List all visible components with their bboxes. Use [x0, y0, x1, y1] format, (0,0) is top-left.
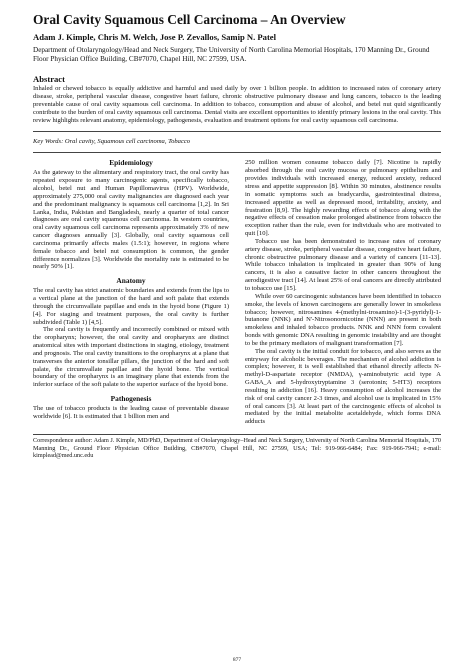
divider	[33, 152, 441, 153]
abstract-text: Inhaled or chewed tobacco is equally addictive and harmful and used daily by over 1 billion people. In addition to increased rates of coronary artery disease, stroke, peripheral vascular disease, congestive heart failure, chronic obstructive pulmonary disease and lung cancers, tobacco is the leading preventable cause of oral cavity squamous cell carcinoma. In addition to tobacco, consumption and abuse of alcohol, and betel nut quid significantly contribute to the burden of oral cavity squamous cell carcinoma. Dental visits are excellent opportunities to identify primary lesions in the oral cavity. This review highlights relevant anatomy, epidemiology, pathogenesis, evaluation and treatment options for oral cavity squamous cell carcinoma.	[33, 85, 441, 125]
paragraph: The oral cavity has strict anatomic boundaries and extends from the lips to a vertical plane at the junction of the hard and soft palate that extends through the circumvallate papillae and ends in the hyoid bone (Figure 1) [4]. For staging and treatment purposes, the oral cavity is further subdivided (Table 1) [4,5].	[33, 287, 229, 326]
author-list: Adam J. Kimple, Chris M. Welch, Jose P. Zevallos, Samip N. Patel	[33, 32, 277, 42]
paragraph: While over 60 carcinogenic substances have been identified in tobacco smoke, the levels of known carcinogens are generally lower in smokeless tobacco; however, nitrosamines 4-(methylni-trosamino)-1-(3-pyridyl)-1-butanone (NNK) and N'-Nitrosonornicotine (NNN) are present in both smokeless and inhaled tobacco products. NNK and NNN form covalent bonds with genomic DNA resulting in genomic instability and are thought to be the primary mediators of malignant transformation [7].	[245, 292, 441, 347]
paragraph: The oral cavity is the initial conduit for tobacco, and also serves as the entryway for alcoholic beverages. The mechanism of alcohol addiction is complex; however, it is well established that ethanol directly affects N-methyl-D-aspartate receptor (NMDA), γ-aminobutyric acid type A GABA_A and 5-hydroxytryptamine 3 (serotonin; 5-HT3) receptors resulting in addiction [16]. Heavy consumption of alcohol increases the risk of oral cavity cancer 2-3 times, and alcohol use is implicated in 15% of oral cancers [3]. At least part of the carcinogenic effects of alcohol is mediated by the initial metabolite acetaldehyde, which forms DNA adducts	[245, 347, 441, 426]
section-heading-pathogenesis: Pathogenesis	[110, 394, 152, 404]
paragraph: Tobacco use has been demonstrated to increase rates of coronary artery disease, stroke, peripheral vascular disease, congestive heart failure, chronic obstructive pulmonary disease and a variety of cancers [11-13]. While tobacco inhalation is implicated in greater than 90% of lung cancers, it is also a causative factor in other cancers throughout the aerodigestive tract [14]. At least 25% of oral cancers are directly attributed to tobacco use [15].	[245, 237, 441, 292]
right-column	[245, 159, 441, 426]
section-heading-epidemiology: Epidemiology	[109, 158, 153, 168]
paragraph: The use of tobacco products is the leading cause of preventable disease worldwide [6]. It is estimated that 1 billion men and	[33, 404, 229, 420]
paper-title: Oral Cavity Squamous Cell Carcinoma – An Overview	[33, 12, 346, 27]
left-column	[33, 159, 229, 426]
body-columns	[33, 159, 441, 426]
page-number: 877	[232, 657, 242, 663]
correspondence-footnote: Correspondence author: Adam J. Kimple, MD/PhD, Department of Otolaryngology–Head and Neck Surgery, University of North Carolina Memorial Hospitals, 170 Manning Dr., Ground Floor Physician Office Building, CB#7070, Chapel Hill, NC 27599, USA; Tel: 919-966-6484; Fax: 919-966-7941; e-mail: kimplead@med.unc.edu	[33, 437, 441, 460]
keywords: Key Words: Oral cavity, Squamous cell carcinoma, Tobacco	[33, 138, 191, 146]
footer-divider	[33, 434, 441, 435]
affiliation: Department of Otolaryngology/Head and Neck Surgery, The University of North Carolina Memorial Hospitals, 170 Manning Dr., Ground Floor Physician Office Building, CB#7070, Chapel Hill, NC 27599, USA.	[33, 46, 430, 63]
paragraph: The oral cavity is frequently and incorrectly combined or mixed with the oropharynx; however, the oral cavity and oropharynx are distinct anatomical sites with important distinctions in staging, etiology, treatment and prognosis. The oral cavity transitions to the oropharynx at a plane that transverses the anterior tonsillar pillars, the junction of the hard and soft palate, the circumvallate papillae and the hyoid bone. The vertical boundary of the oropharynx is an imaginary plane that extends from the inferior surface of the soft palate to the superior surface of the hyoid bone.	[33, 326, 229, 389]
paragraph: As the gateway to the alimentary and respiratory tract, the oral cavity has repeated exposure to many carcinogenic agents, specifically tobacco, alcohol, betel nut and Human Papillomavirus (HPV). Worldwide, approximately 275,000 oral cavity malignancies are diagnosed each year and the predominant malignancy is squamous cell carcinoma [1,2]. In Sri Lanka, India, Pakistan and Bangladesh, nearly a quarter of total cancer diagnoses are oral cavity squamous cell carcinoma. In western countries, oral cavity squamous cell carcinoma represents approximately 3% of new cancer diagnoses annually [3]. Globally, oral cavity squamous cell carcinoma primarily affects males (1.5:1); however, in regions where female tobacco and betel nut consumption is common, the gender difference normalizes [3]. Worldwide the mortality rate is estimated to be nearly 50% [1].	[33, 169, 229, 271]
paragraph: 250 million women consume tobacco daily [7]. Nicotine is rapidly absorbed through the oral cavity mucosa or pulmonary epithelium and provides individuals with increased energy, reduced anxiety, reduced stress and appetite suppression [8]. Within 30 minutes, abstinence results in somatic symptoms such as bradycardia, gastrointestinal distress, increased appetite as well as depressed mood, irritability, anxiety, and frustration [8,9]. The highly rewarding effects of tobacco along with the negative effects of cessation make prolonged abstinence from tobacco the exception rather than the rule, even for individuals who are motivated to quit [10].	[245, 159, 441, 238]
section-heading-anatomy: Anatomy	[116, 276, 146, 286]
abstract-heading: Abstract	[33, 74, 65, 84]
divider	[33, 131, 441, 132]
